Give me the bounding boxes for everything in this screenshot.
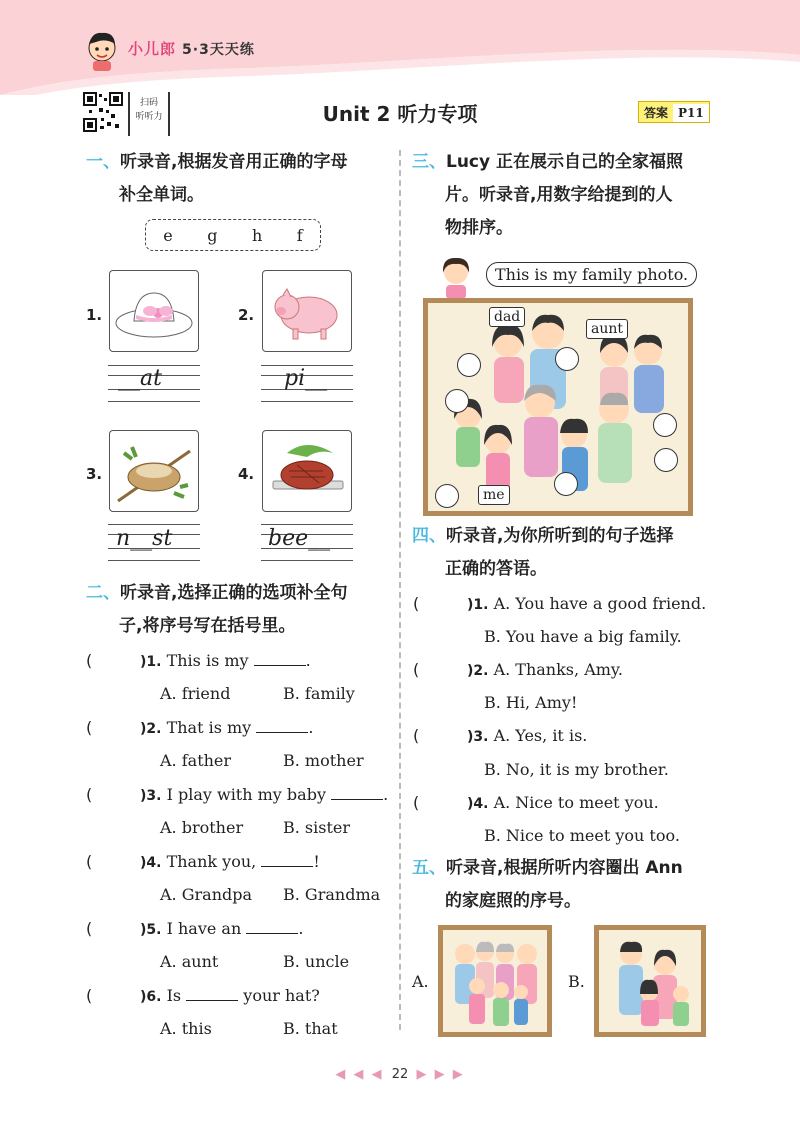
letter: f bbox=[296, 225, 303, 245]
option-b: B. Nice to meet you too. bbox=[484, 826, 680, 845]
option-b: B. mother bbox=[283, 751, 364, 770]
word-blank: n__st bbox=[116, 526, 173, 551]
label-me: me bbox=[478, 485, 510, 505]
family-photo-b[interactable] bbox=[594, 925, 706, 1037]
mascot-icon bbox=[84, 30, 120, 72]
letter: h bbox=[251, 225, 263, 245]
section2-heading: 二、听录音,选择正确的选项补全句 子,将序号写在括号里。 bbox=[86, 583, 348, 636]
item-number: 3. bbox=[86, 465, 103, 483]
option-b: B. Hi, Amy! bbox=[484, 693, 578, 712]
letter-box bbox=[145, 219, 321, 251]
option-a: A. this bbox=[160, 1019, 212, 1038]
word-blank: __at bbox=[118, 366, 162, 391]
option-a: A. Grandpa bbox=[160, 885, 253, 904]
page-title: Unit 2 听力专项 bbox=[322, 102, 478, 126]
option-b: B. Grandma bbox=[283, 885, 381, 904]
option-a: A. friend bbox=[160, 684, 231, 703]
label-aunt: aunt bbox=[586, 319, 628, 339]
answer-circle[interactable] bbox=[653, 413, 677, 437]
question-row: ( )1. A. You have a good friend. bbox=[413, 594, 707, 613]
letter: e bbox=[163, 225, 173, 245]
word-blank: bee__ bbox=[268, 526, 331, 551]
brand-title: 小儿郎 5·3天天练 bbox=[128, 40, 255, 58]
item-number: 1. bbox=[86, 306, 103, 324]
option-a-label[interactable]: A. bbox=[412, 972, 429, 991]
question-row: ( )3. I play with my baby . bbox=[86, 785, 389, 804]
nest-picture bbox=[109, 430, 199, 512]
beef-picture bbox=[262, 430, 352, 512]
question-row: ( )4. A. Nice to meet you. bbox=[413, 793, 659, 812]
question-row: ( )2. That is my . bbox=[86, 718, 314, 737]
section1-heading: 一、听录音,根据发音用正确的字母 补全单词。 bbox=[86, 152, 348, 205]
question-row: ( )3. A. Yes, it is. bbox=[413, 726, 588, 745]
section3-heading: 三、Lucy 正在展示自己的全家福照 片。听录音,用数字给提到的人 物排序。 bbox=[412, 152, 684, 238]
answer-circle[interactable] bbox=[457, 353, 481, 377]
question-row: ( )4. Thank you, ! bbox=[86, 852, 320, 871]
answer-circle[interactable] bbox=[435, 484, 459, 508]
section5-heading: 五、听录音,根据所听内容圈出 Ann 的家庭照的序号。 bbox=[412, 858, 683, 911]
option-a: A. brother bbox=[160, 818, 244, 837]
answer-circle[interactable] bbox=[654, 448, 678, 472]
section4-heading: 四、听录音,为你所听到的句子选择 正确的答语。 bbox=[412, 526, 674, 579]
page-number: 22 bbox=[391, 1067, 409, 1082]
speech-bubble: This is my family photo. bbox=[486, 262, 697, 287]
option-b: B. family bbox=[283, 684, 355, 703]
option-b: B. No, it is my brother. bbox=[484, 760, 669, 779]
answer-circle[interactable] bbox=[445, 389, 469, 413]
qr-label: 扫码 听听力 bbox=[128, 92, 170, 136]
option-a: A. father bbox=[160, 751, 232, 770]
answer-circle[interactable] bbox=[555, 347, 579, 371]
question-row: ( )6. Is your hat? bbox=[86, 986, 320, 1005]
item-number: 2. bbox=[238, 306, 255, 324]
option-b: B. that bbox=[283, 1019, 338, 1038]
answer-circle[interactable] bbox=[554, 472, 578, 496]
option-b-label[interactable]: B. bbox=[568, 972, 585, 991]
letter: g bbox=[207, 225, 218, 245]
page-footer: ◀ ◀ ◀ 22 ▶ ▶ ▶ bbox=[335, 1067, 465, 1082]
label-dad: dad bbox=[489, 307, 525, 327]
family-photo-a[interactable] bbox=[438, 925, 552, 1037]
question-row: ( )2. A. Thanks, Amy. bbox=[413, 660, 623, 679]
question-row: ( )5. I have an . bbox=[86, 919, 304, 938]
option-b: B. uncle bbox=[283, 952, 350, 971]
column-divider bbox=[399, 150, 401, 1030]
lucy-avatar bbox=[436, 255, 476, 299]
question-row: ( )1. This is my . bbox=[86, 651, 311, 670]
answer-badge: 答案 P11 bbox=[638, 101, 710, 123]
item-number: 4. bbox=[238, 465, 255, 483]
option-a: A. aunt bbox=[160, 952, 219, 971]
pig-picture bbox=[262, 270, 352, 352]
option-b: B. sister bbox=[283, 818, 351, 837]
word-blank: pi__ bbox=[284, 366, 328, 391]
hat-picture bbox=[109, 270, 199, 352]
option-b: B. You have a big family. bbox=[484, 627, 682, 646]
header-banner bbox=[0, 0, 800, 95]
